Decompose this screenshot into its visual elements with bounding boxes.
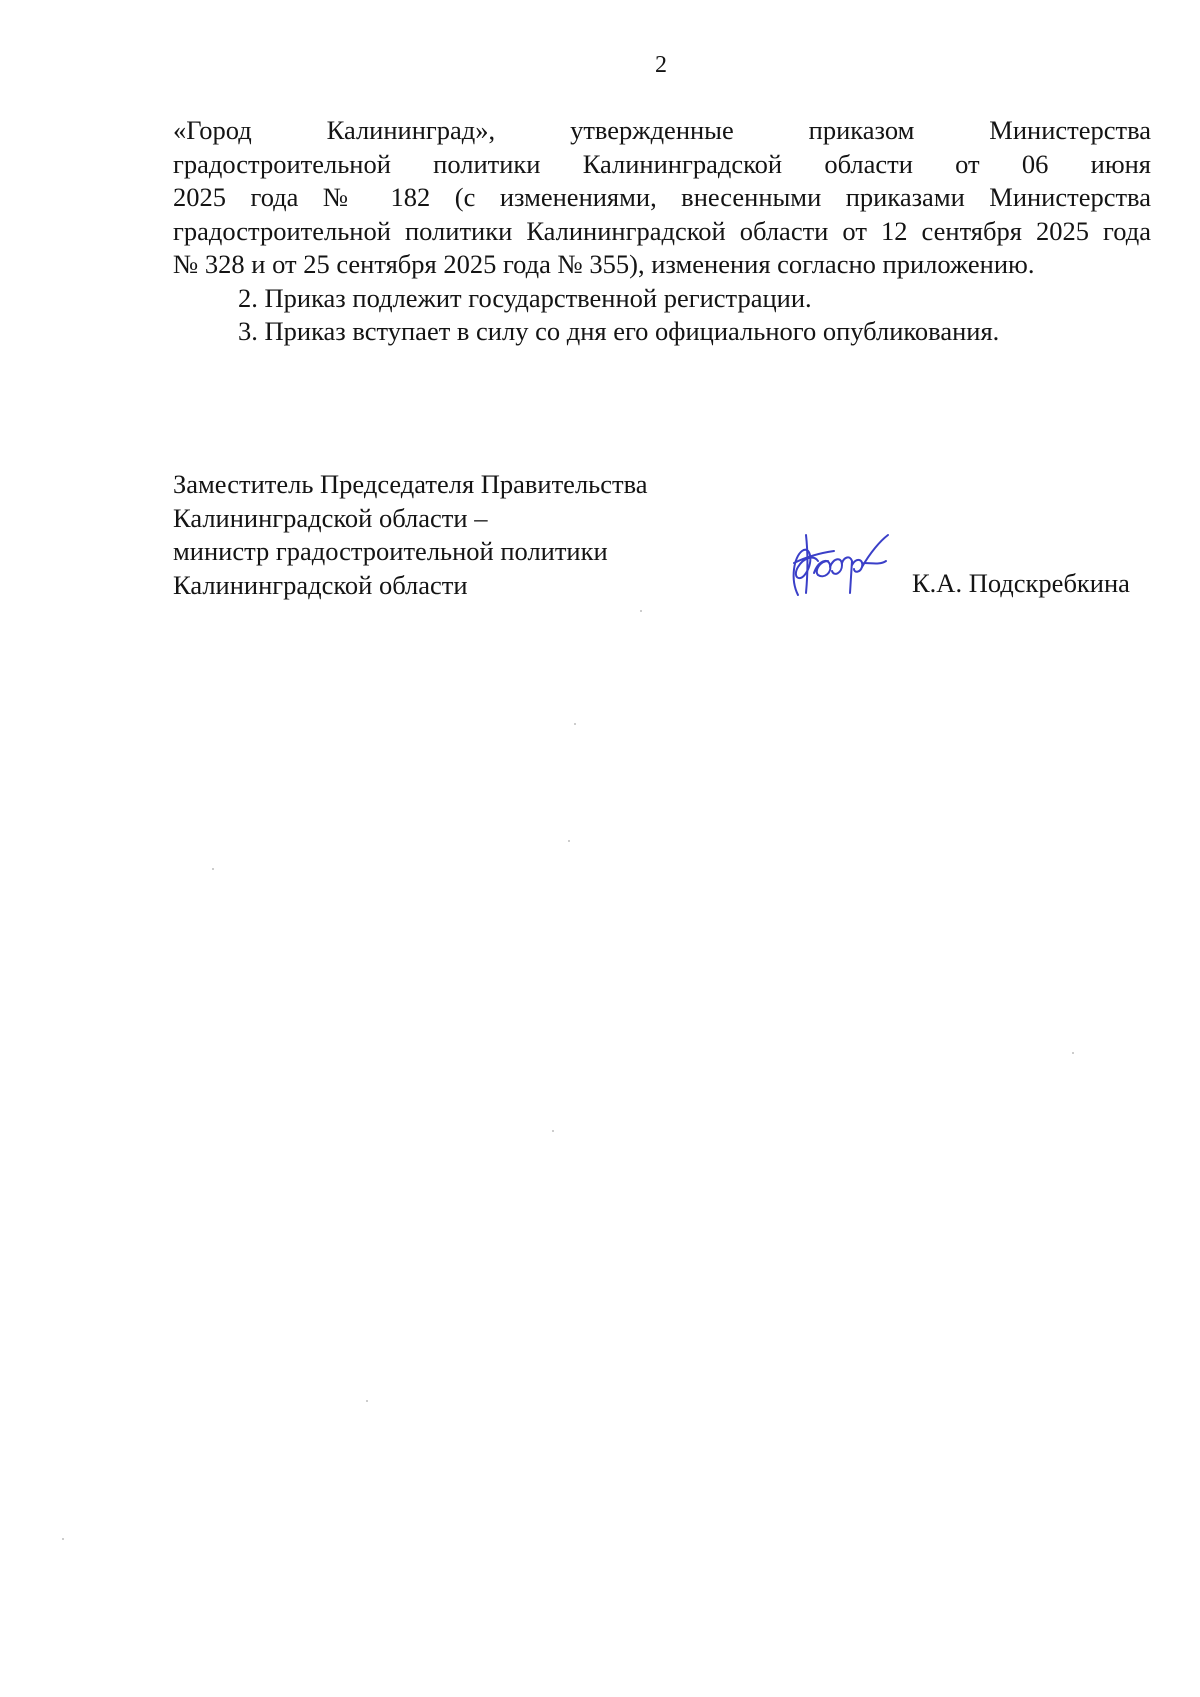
order-item-2: 2. Приказ подлежит государственной регистрации. [238,282,812,313]
scan-speck [574,723,576,725]
scan-speck [212,868,214,870]
scan-speck [62,1538,64,1540]
scan-speck [552,1130,554,1132]
signatory-position [173,468,773,602]
body-line-4: градостроительной политики Калининградской области от 12 сентября 2025 года [173,215,1151,246]
body-line-2: градостроительной политики Калининградской области от 06 июня [173,148,1151,179]
page-number: 2 [655,52,667,78]
signatory-position-line-4: Калининградской области [173,569,468,600]
order-body-text [173,114,1151,349]
body-line-5: № 328 и от 25 сентября 2025 года № 355), изменения согласно приложению. [173,249,1035,279]
signatory-position-line-1: Заместитель Председателя Правительства [173,469,648,499]
signatory-position-line-3: министр градостроительной политики [173,536,608,566]
scan-speck [568,840,570,842]
scan-speck [1072,1052,1074,1054]
signatory-name: К.А. Подскребкина [912,568,1130,598]
handwritten-signature [784,527,890,599]
order-item-3: 3. Приказ вступает в силу со дня его официального опубликования. [238,316,1000,346]
scan-speck [640,610,642,612]
scan-speck [366,1400,368,1402]
body-line-3: 2025 года № 182 (с изменениями, внесенными приказами Министерства [173,182,1151,212]
body-line-1: «Город Калининград», утвержденные приказом Министерства [173,115,1151,145]
signatory-position-line-2: Калининградской области – [173,502,488,533]
